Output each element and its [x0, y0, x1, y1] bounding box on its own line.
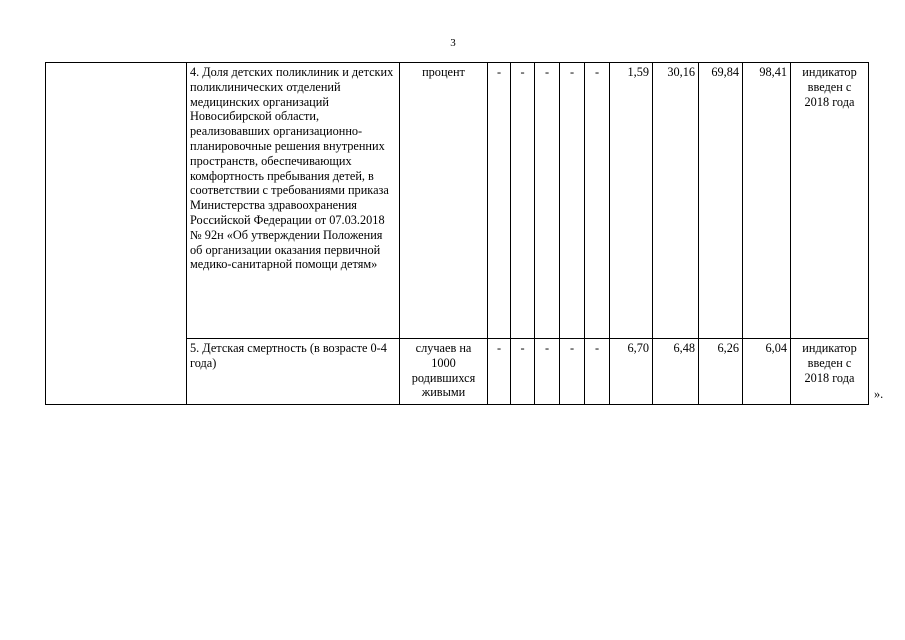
dash-cell: -: [560, 63, 585, 339]
dash-cell: -: [585, 339, 610, 405]
value-cell: 98,41: [743, 63, 791, 339]
dash-cell: -: [488, 339, 511, 405]
value-cell: 69,84: [699, 63, 743, 339]
dash-cell: -: [585, 63, 610, 339]
dash-cell: -: [535, 63, 560, 339]
dash-cell: -: [535, 339, 560, 405]
unit-cell: случаев на 1000 родившихся живыми: [400, 339, 488, 405]
value-cell: 1,59: [610, 63, 653, 339]
indicators-table: [45, 62, 869, 405]
blank-cell: [46, 63, 187, 405]
value-cell: 6,70: [610, 339, 653, 405]
value-cell: 6,04: [743, 339, 791, 405]
dash-cell: -: [511, 339, 535, 405]
unit-cell: процент: [400, 63, 488, 339]
indicator-name: 4. Доля детских поликлиник и детских поликлинических отделений медицинских организаций Новосибирской области, реализовавших организационно-планировочные решения внутренних пространств, обеспечивающих комфортность пребывания детей, в соответствии с требованиями приказа Министерства здравоохранения Российской Федерации от 07.03.2018 № 92н «Об утверждении Положения об организации оказания первичной медико-санитарной помощи детям»: [187, 63, 400, 339]
dash-cell: -: [511, 63, 535, 339]
value-cell: 6,26: [699, 339, 743, 405]
table-row: [46, 63, 869, 339]
closing-quote-mark: ».: [874, 387, 884, 401]
indicator-name: 5. Детская смертность (в возрасте 0-4 года): [187, 339, 400, 405]
note-cell: индикатор введен с 2018 года: [791, 63, 869, 339]
dash-cell: -: [560, 339, 585, 405]
note-cell: индикатор введен с 2018 года: [791, 339, 869, 405]
value-cell: 6,48: [653, 339, 699, 405]
dash-cell: -: [488, 63, 511, 339]
value-cell: 30,16: [653, 63, 699, 339]
page-number: 3: [450, 37, 456, 49]
